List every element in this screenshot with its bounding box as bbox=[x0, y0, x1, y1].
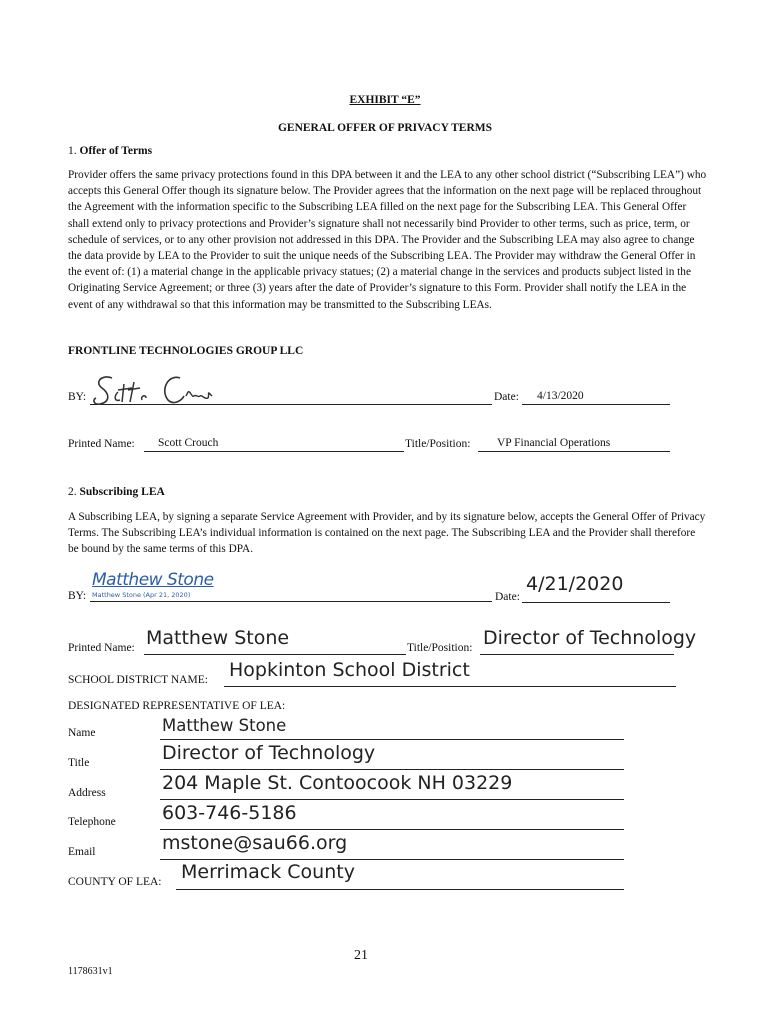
rep-email-value: mstone@sau66.org bbox=[162, 832, 348, 854]
subscriber-title-value: Director of Technology bbox=[483, 627, 697, 649]
section2-number: 2. bbox=[68, 486, 77, 498]
esign-caption: Matthew Stone (Apr 21, 2020) bbox=[92, 591, 191, 599]
subscriber-date-value: 4/21/2020 bbox=[526, 573, 624, 595]
provider-company: FRONTLINE TECHNOLOGIES GROUP LLC bbox=[68, 345, 304, 357]
section2-heading-text: Subscribing LEA bbox=[79, 486, 165, 498]
rep-address-line bbox=[160, 799, 624, 800]
provider-printed-name-line bbox=[144, 451, 404, 452]
county-value: Merrimack County bbox=[181, 861, 355, 883]
rep-name-value: Matthew Stone bbox=[162, 716, 287, 735]
rep-email-line bbox=[160, 859, 624, 860]
subscriber-printed-name-value: Matthew Stone bbox=[146, 627, 290, 649]
designated-rep-heading: DESIGNATED REPRESENTATIVE OF LEA: bbox=[68, 700, 286, 712]
subscriber-title-label: Title/Position: bbox=[407, 642, 473, 654]
subscriber-printed-name-line bbox=[144, 654, 406, 655]
page-number: 21 bbox=[354, 948, 368, 963]
rep-title-line bbox=[160, 769, 624, 770]
subscriber-by-label: BY: bbox=[68, 590, 87, 602]
subscriber-signature-line bbox=[90, 601, 492, 602]
subscriber-printed-name-label: Printed Name: bbox=[68, 642, 135, 654]
rep-email-label: Email bbox=[68, 846, 96, 858]
exhibit-title: EXHIBIT “E” bbox=[349, 94, 421, 106]
provider-printed-name-value: Scott Crouch bbox=[158, 437, 219, 449]
provider-title-value: VP Financial Operations bbox=[497, 437, 611, 449]
district-label: SCHOOL DISTRICT NAME: bbox=[68, 674, 208, 686]
section1-heading-text: Offer of Terms bbox=[79, 145, 153, 157]
rep-address-label: Address bbox=[68, 787, 106, 799]
section2-heading bbox=[68, 486, 165, 498]
section1-heading bbox=[68, 145, 152, 157]
rep-telephone-line bbox=[160, 829, 624, 830]
rep-telephone-label: Telephone bbox=[68, 816, 116, 828]
provider-by-label: BY: bbox=[68, 391, 87, 403]
provider-signature-image bbox=[88, 366, 218, 414]
rep-title-label: Title bbox=[68, 757, 90, 769]
county-line bbox=[176, 889, 624, 890]
subscriber-title-line bbox=[480, 654, 674, 655]
district-value: Hopkinton School District bbox=[229, 659, 470, 681]
rep-title-value: Director of Technology bbox=[162, 742, 376, 764]
rep-name-line bbox=[160, 739, 624, 740]
county-label: COUNTY OF LEA: bbox=[68, 876, 162, 888]
rep-name-label: Name bbox=[68, 727, 96, 739]
provider-title-line bbox=[478, 451, 670, 452]
district-line bbox=[224, 686, 676, 687]
offer-title: GENERAL OFFER OF PRIVACY TERMS bbox=[277, 122, 493, 134]
section2-body: A Subscribing LEA, by signing a separate Service Agreement with Provider, and by its signature below, accepts the General Offer of Privacy Terms. The Subscribing LEA’s individual information is contained on the next page. The Subscribing LEA and the Provider shall therefore be bound by the same terms of this DPA. bbox=[68, 511, 706, 556]
provider-date-line bbox=[522, 404, 670, 405]
subscriber-signature: Matthew Stone bbox=[92, 570, 214, 590]
rep-telephone-value: 603-746-5186 bbox=[162, 802, 297, 824]
rep-address-value: 204 Maple St. Contoocook NH 03229 bbox=[162, 772, 513, 794]
section1-body: Provider offers the same privacy protections found in this DPA between it and the LEA to any other school district (“Subscribing LEA”) who accepts this General Offer though its signature below. The Provider agrees that the information on the next page will be replaced throughout the Agreement with the information specific to the Subscribing LEA filled on the next page for the Subscribing LEA. This General Offer shall extend only to privacy protections and Provider’s signature shall not necessarily bind Provider to other terms, such as price, term, or schedule of services, or to any other provision not addressed in this DPA. The Provider and the Subscribing LEA may also agree to change the data provide by LEA to the Provider to suit the unique needs of the Subscribing LEA. The Provider may withdraw the General Offer in the event of: (1) a material change in the applicable privacy statues; (2) a material change in the services and products subject listed in the Originating Service Agreement; or three (3) years after the date of Provider’s signature to this Form. Provider shall notify the LEA in the event of any withdrawal so that this information may be transmitted to the Subscribing LEAs. bbox=[68, 169, 707, 311]
subscriber-date-line bbox=[522, 602, 670, 603]
provider-printed-name-label: Printed Name: bbox=[68, 438, 135, 450]
provider-date-value: 4/13/2020 bbox=[537, 390, 584, 402]
document-id: 1178631v1 bbox=[68, 966, 113, 977]
subscriber-date-label: Date: bbox=[495, 591, 520, 603]
section1-number: 1. bbox=[68, 145, 77, 157]
provider-date-label: Date: bbox=[494, 391, 519, 403]
provider-title-label: Title/Position: bbox=[405, 438, 471, 450]
